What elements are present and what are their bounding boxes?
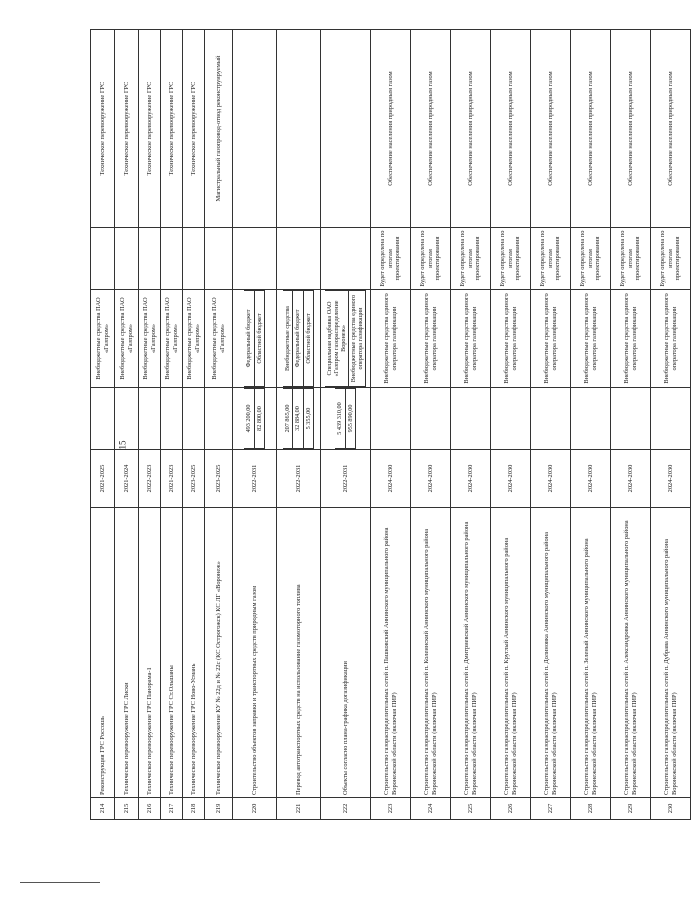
amount-cell (321, 388, 371, 450)
project-name: Строительство газораспределительных сетей п. Круглый Аннинского муниципального района Воронежской области (включая ПИР) (491, 508, 531, 798)
project-name: Техническое перевооружение ГРС Ст.Ольшаны (161, 508, 183, 798)
cost-note: Будет определена по итогам проектирования (491, 228, 531, 290)
row-number: 226 (491, 798, 531, 820)
row-number: 221 (277, 798, 321, 820)
project-goal (277, 30, 321, 228)
amount-value: 207 865,00 (283, 389, 293, 449)
funding-source: Внебюджетные средства ПАО «Газпром» (115, 290, 139, 388)
project-period: 2022-2031 (321, 450, 371, 508)
project-goal: Техническое перевооружение ГРС (161, 30, 183, 228)
project-period: 2023-2025 (205, 450, 233, 508)
funding-source: Внебюджетные средства единого оператора газификации (611, 290, 651, 388)
table-row (491, 30, 531, 820)
funding-source-cell (233, 290, 277, 388)
amount-value (139, 388, 161, 450)
funding-source-cell (277, 290, 321, 388)
project-name: Техническое перевооружение ГРС Ново-Усмань (183, 508, 205, 798)
source-breakdown (325, 290, 367, 387)
project-goal: Обеспечение населения природным газом (571, 30, 611, 228)
row-number: 216 (139, 798, 161, 820)
project-name: Строительство объектов заправки и транспортных средств природным газом (233, 508, 277, 798)
project-name: Строительство газораспределительных сетей п. Колеинский Аннинского муниципального района Воронежской области (включая ПИР) (411, 508, 451, 798)
project-name: Техническое перевооружение КУ № 22д и № 22с (КС Острогожск) КС ЛГ «Воронеж» (205, 508, 233, 798)
rotated-table-container (90, 30, 682, 820)
amount-value (91, 388, 115, 450)
project-name: Техническое перевооружение ГРС Панорама-1 (139, 508, 161, 798)
funding-source: Внебюджетные средства единого оператора газификации (531, 290, 571, 388)
project-goal (233, 30, 277, 228)
amount-value: 5 355,00 (303, 389, 313, 449)
project-period: 2024-2030 (371, 450, 411, 508)
table-body (91, 30, 691, 820)
project-goal: Магистральный газопровод-отвод реконструируемый (205, 30, 233, 228)
project-name: Реконструкция ГРС Россошь (91, 508, 115, 798)
amount-breakdown (335, 388, 355, 449)
amount-value (531, 388, 571, 450)
amount-value (183, 388, 205, 450)
footer-rule (20, 882, 100, 883)
table-row (321, 30, 371, 820)
funding-source: Внебюджетные средства единого оператора газификации (491, 290, 531, 388)
project-period: 2024-2030 (451, 450, 491, 508)
row-number: 229 (611, 798, 651, 820)
project-period: 2024-2030 (611, 450, 651, 508)
table-row (411, 30, 451, 820)
project-goal: Обеспечение населения природным газом (651, 30, 691, 228)
source-breakdown (244, 290, 264, 387)
project-goal: Техническое перевооружение ГРС (91, 30, 115, 228)
amount-value (411, 388, 451, 450)
source-breakdown (283, 290, 313, 387)
amount-value: 32 884,00 (293, 389, 303, 449)
project-name: Объекты согласно плана-графика догазификации (321, 508, 371, 798)
amount-value: 955 890,00 (345, 389, 355, 449)
row-number: 227 (531, 798, 571, 820)
amount-value (205, 388, 233, 450)
project-period: 2022-2031 (277, 450, 321, 508)
project-name: Строительство газораспределительных сетей п. Дмитриевский Аннинского муниципального района Воронежской области (включая ПИР) (451, 508, 491, 798)
funding-source: Внебюджетные средства единого оператора газификации (411, 290, 451, 388)
amount-value (115, 388, 139, 450)
row-number: 230 (651, 798, 691, 820)
project-period: 2022-2031 (233, 450, 277, 508)
project-period: 2023-2025 (183, 450, 205, 508)
table-row (451, 30, 491, 820)
amount-value (161, 388, 183, 450)
amount-value (371, 388, 411, 450)
investment-projects-table (90, 29, 691, 820)
table-row (205, 30, 233, 820)
project-name: Перевод автотранспортных средств на использование газомоторного топлива (277, 508, 321, 798)
project-period: 2024-2030 (411, 450, 451, 508)
cost-note (115, 228, 139, 290)
cost-note: Будет определена по итогам проектирования (651, 228, 691, 290)
table-row (183, 30, 205, 820)
funding-source: Внебюджетные средства единого оператора газификации (451, 290, 491, 388)
cost-note: Будет определена по итогам проектирования (371, 228, 411, 290)
amount-value (611, 388, 651, 450)
funding-source: Федеральный бюджет (293, 291, 303, 387)
project-name: Строительство газораспределительных сетей п. Пашковский Аннинского муниципального района Воронежской области (включая ПИР) (371, 508, 411, 798)
amount-value: 493 200,00 (244, 389, 254, 449)
project-period: 2021-2025 (91, 450, 115, 508)
project-goal: Обеспечение населения природным газом (491, 30, 531, 228)
amount-cell (277, 388, 321, 450)
project-period: 2024-2030 (531, 450, 571, 508)
project-goal: Техническое перевооружение ГРС (115, 30, 139, 228)
amount-value: 82 800,00 (254, 389, 264, 449)
project-goal: Обеспечение населения природным газом (371, 30, 411, 228)
project-goal: Техническое перевооружение ГРС (183, 30, 205, 228)
row-number: 222 (321, 798, 371, 820)
project-name: Строительство газораспределительных сетей п. Долиновка Аннинского муниципального района Воронежской области (включая ПИР) (531, 508, 571, 798)
table-row (651, 30, 691, 820)
row-number: 215 (115, 798, 139, 820)
cost-note (183, 228, 205, 290)
project-period: 2024-2030 (491, 450, 531, 508)
table-row (611, 30, 651, 820)
funding-source: Внебюджетные средства ПАО «Газпром» (91, 290, 115, 388)
row-number: 218 (183, 798, 205, 820)
cost-note: Будет определена по итогам проектирования (451, 228, 491, 290)
table-row (531, 30, 571, 820)
project-period: 2024-2030 (571, 450, 611, 508)
table-row (233, 30, 277, 820)
project-goal: Обеспечение населения природным газом (451, 30, 491, 228)
table-row (371, 30, 411, 820)
cost-note: Будет определена по итогам проектирования (611, 228, 651, 290)
project-goal: Обеспечение населения природным газом (411, 30, 451, 228)
table-row (115, 30, 139, 820)
page-number: 15 (117, 440, 128, 450)
funding-source: Внебюджетные средства единого оператора газификации (571, 290, 611, 388)
amount-value (491, 388, 531, 450)
cost-note (321, 228, 371, 290)
funding-source: Федеральный бюджет (244, 291, 254, 387)
row-number: 220 (233, 798, 277, 820)
funding-source: Внебюджетные средства единого оператора газификации (371, 290, 411, 388)
project-goal: Техническое перевооружение ГРС (139, 30, 161, 228)
row-number: 217 (161, 798, 183, 820)
amount-value (571, 388, 611, 450)
project-period: 2022-2023 (139, 450, 161, 508)
row-number: 219 (205, 798, 233, 820)
cost-note (161, 228, 183, 290)
row-number: 225 (451, 798, 491, 820)
cost-note (91, 228, 115, 290)
row-number: 224 (411, 798, 451, 820)
funding-source: Внебюджетные средства ПАО «Газпром» (139, 290, 161, 388)
project-period: 2021-2023 (161, 450, 183, 508)
table-row (91, 30, 115, 820)
cost-note: Будет определена по итогам проектирования (531, 228, 571, 290)
cost-note (277, 228, 321, 290)
table-row (139, 30, 161, 820)
funding-source: Областной бюджет (254, 291, 264, 387)
row-number: 214 (91, 798, 115, 820)
project-name: Строительство газораспределительных сетей п. Александровка Аннинского муниципального района Воронежской области (включая ПИР) (611, 508, 651, 798)
funding-source: Внебюджетные средства ПАО «Газпром» (183, 290, 205, 388)
project-goal: Обеспечение населения природным газом (611, 30, 651, 228)
amount-value (451, 388, 491, 450)
table-row (571, 30, 611, 820)
project-goal (321, 30, 371, 228)
funding-source-cell (321, 290, 371, 388)
project-name: Строительство газораспределительных сетей п. Зеленый Аннинского муниципального района Воронежской области (включая ПИР) (571, 508, 611, 798)
funding-source: Областной бюджет (303, 291, 313, 387)
row-number: 228 (571, 798, 611, 820)
project-name: Техническое перевооружение ГРС Лиски (115, 508, 139, 798)
funding-source: Внебюджетные средства ПАО «Газпром» (205, 290, 233, 388)
amount-breakdown (244, 388, 264, 449)
cost-note: Будет определена по итогам проектирования (411, 228, 451, 290)
project-period: 2021-2024 (115, 450, 139, 508)
project-name: Строительство газораспределительных сетей п. Дубрава Аннинского муниципального района Воронежской области (включая ПИР) (651, 508, 691, 798)
funding-source: Специальная надбавка ОАО «Газпром газораспределение Воронеж» (325, 291, 349, 387)
funding-source: Внебюджетные средства единого оператора газификации (349, 291, 366, 387)
amount-cell (233, 388, 277, 450)
funding-source: Внебюджетные средства ПАО «Газпром» (161, 290, 183, 388)
amount-value: 5 439 310,00 (335, 389, 345, 449)
cost-note (139, 228, 161, 290)
cost-note: Будет определена по итогам проектирования (571, 228, 611, 290)
project-goal: Обеспечение населения природным газом (531, 30, 571, 228)
project-period: 2024-2030 (651, 450, 691, 508)
amount-value (651, 388, 691, 450)
funding-source: Внебюджетные средства единого оператора газификации (651, 290, 691, 388)
row-number: 223 (371, 798, 411, 820)
amount-breakdown (283, 388, 313, 449)
funding-source: Внебюджетные средства (283, 291, 293, 387)
cost-note (233, 228, 277, 290)
cost-note (205, 228, 233, 290)
table-row (277, 30, 321, 820)
table-row (161, 30, 183, 820)
